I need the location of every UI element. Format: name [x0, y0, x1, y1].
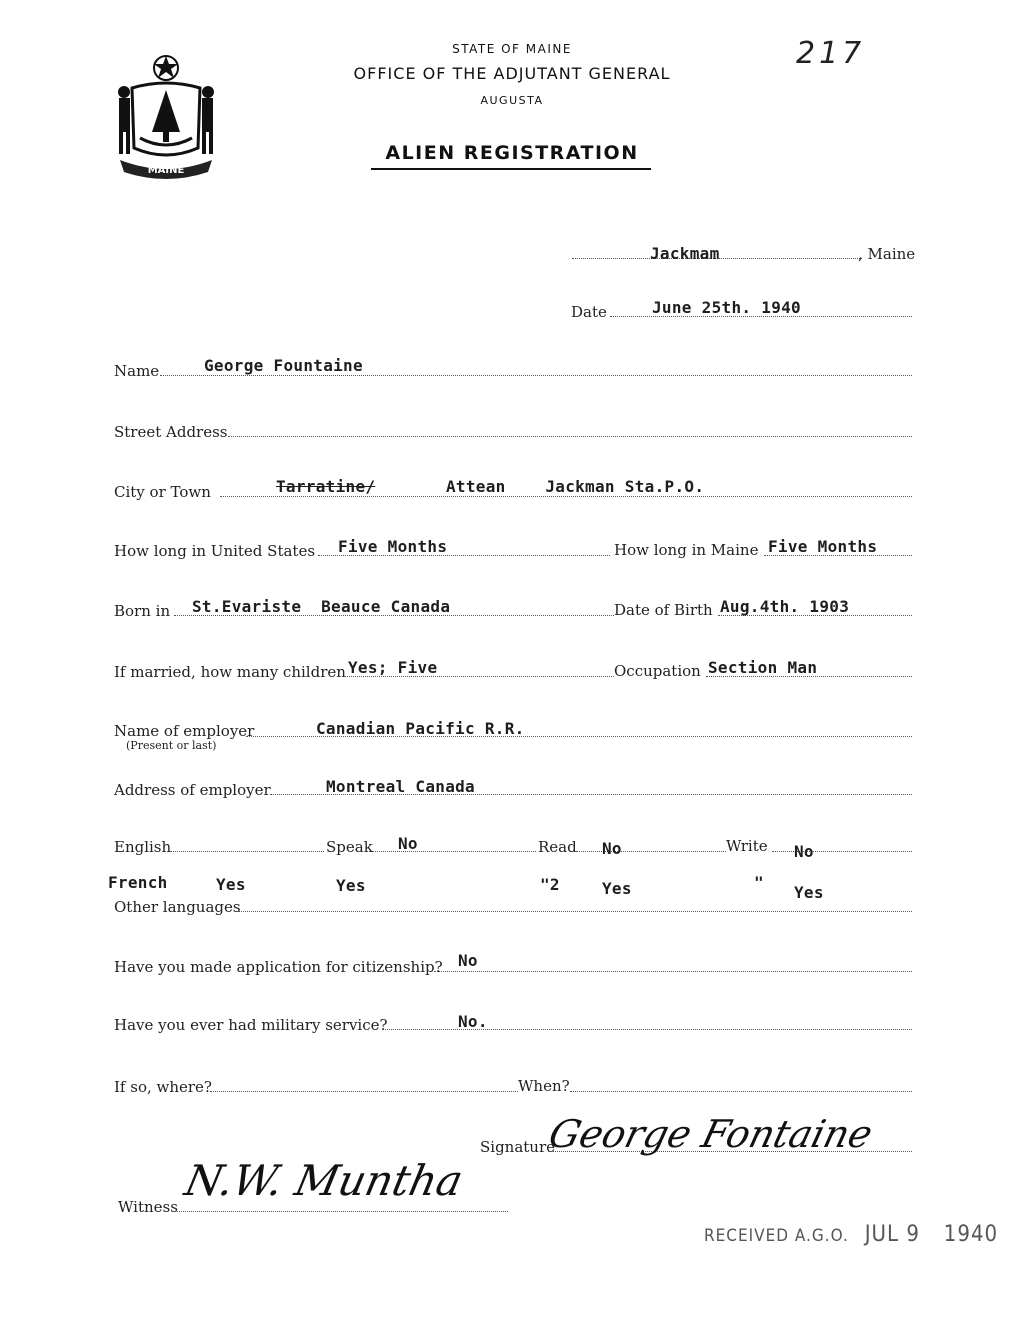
write-line: [772, 851, 912, 852]
occupation-label: Occupation: [614, 662, 701, 680]
form-title: ALIEN REGISTRATION: [385, 142, 639, 164]
signature-value: George Fontaine: [544, 1112, 877, 1156]
other-language-write-mark: ": [754, 873, 764, 892]
stamp-text: RECEIVED A.G.O.: [704, 1226, 849, 1246]
employer-address-label: Address of employer: [114, 781, 271, 799]
employer-address-value: Montreal Canada: [326, 777, 475, 796]
read-label: Read: [538, 838, 577, 856]
seal-text: MAINE: [147, 165, 185, 176]
speak-label: Speak: [326, 838, 373, 856]
english-speak-value: No: [398, 834, 418, 853]
occupation-value: Section Man: [708, 658, 818, 677]
speak-line: [372, 851, 536, 852]
name-value: George Fountaine: [204, 356, 363, 375]
signature-label: Signature: [480, 1138, 556, 1156]
place-value: Jackmam: [650, 244, 720, 263]
dob-label: Date of Birth: [614, 601, 713, 619]
date-value: June 25th. 1940: [652, 298, 801, 317]
employer-value: Canadian Pacific R.R.: [316, 719, 525, 738]
when-label: When?: [518, 1077, 570, 1095]
english-write-value: No: [794, 842, 814, 861]
file-number: 217: [796, 36, 866, 71]
city-heading: AUGUSTA: [480, 94, 544, 107]
witness-line: [172, 1211, 508, 1212]
read-line: [576, 851, 726, 852]
street-line: [228, 436, 912, 437]
witness-label: Witness: [118, 1198, 178, 1216]
office-heading: OFFICE OF THE ADJUTANT GENERAL: [353, 64, 671, 83]
us-duration-label: How long in United States: [114, 542, 316, 560]
us-duration-value: Five Months: [338, 537, 448, 556]
other-languages-label: Other languages: [114, 898, 241, 916]
state-heading: STATE OF MAINE: [452, 42, 572, 56]
place-suffix: , Maine: [858, 245, 916, 263]
maine-duration-value: Five Months: [768, 537, 878, 556]
employer-label: Name of employer: [114, 722, 255, 740]
city-struck-value: Tarratine/: [276, 477, 376, 496]
stamp-month-day: JUL 9: [864, 1222, 920, 1247]
date-label: Date: [571, 303, 607, 321]
other-language-speak: Yes: [336, 876, 366, 895]
stamp-year: 1940: [943, 1222, 999, 1247]
where-label: If so, where?: [114, 1078, 212, 1096]
other-language-read-mark: "2: [540, 875, 560, 894]
city-value: Attean Jackman Sta.P.O.: [446, 477, 705, 496]
children-label: If married, how many children: [114, 663, 346, 681]
city-line: [220, 496, 912, 497]
citizenship-label: Have you made application for citizenship?: [114, 958, 443, 976]
citizenship-line: [434, 971, 912, 972]
name-line: [160, 375, 912, 376]
english-line: [170, 851, 324, 852]
citizenship-value: No: [458, 951, 478, 970]
title-underline: [371, 168, 651, 170]
witness-signature: N.W. Muntha: [180, 1156, 468, 1205]
when-line: [570, 1091, 912, 1092]
maine-duration-label: How long in Maine: [614, 541, 759, 559]
city-label: City or Town: [114, 483, 211, 501]
other-language-col1: Yes: [216, 875, 246, 894]
born-in-value: St.Evariste Beauce Canada: [192, 597, 451, 616]
received-stamp: [704, 1222, 998, 1247]
where-line: [210, 1091, 518, 1092]
write-label: Write: [726, 837, 768, 855]
other-language-value: French: [108, 873, 168, 892]
military-label: Have you ever had military service?: [114, 1016, 388, 1034]
street-label: Street Address: [114, 423, 228, 441]
children-value: Yes; Five: [348, 658, 438, 677]
english-read-value: No: [602, 839, 622, 858]
other-language-read: Yes: [602, 879, 632, 898]
name-label: Name: [114, 362, 160, 380]
english-label: English: [114, 838, 172, 856]
born-in-label: Born in: [114, 602, 171, 620]
dob-value: Aug.4th. 1903: [720, 597, 850, 616]
employer-sub-label: (Present or last): [126, 739, 217, 752]
military-value: No.: [458, 1012, 488, 1031]
other-languages-line: [238, 911, 912, 912]
other-language-write: Yes: [794, 883, 824, 902]
